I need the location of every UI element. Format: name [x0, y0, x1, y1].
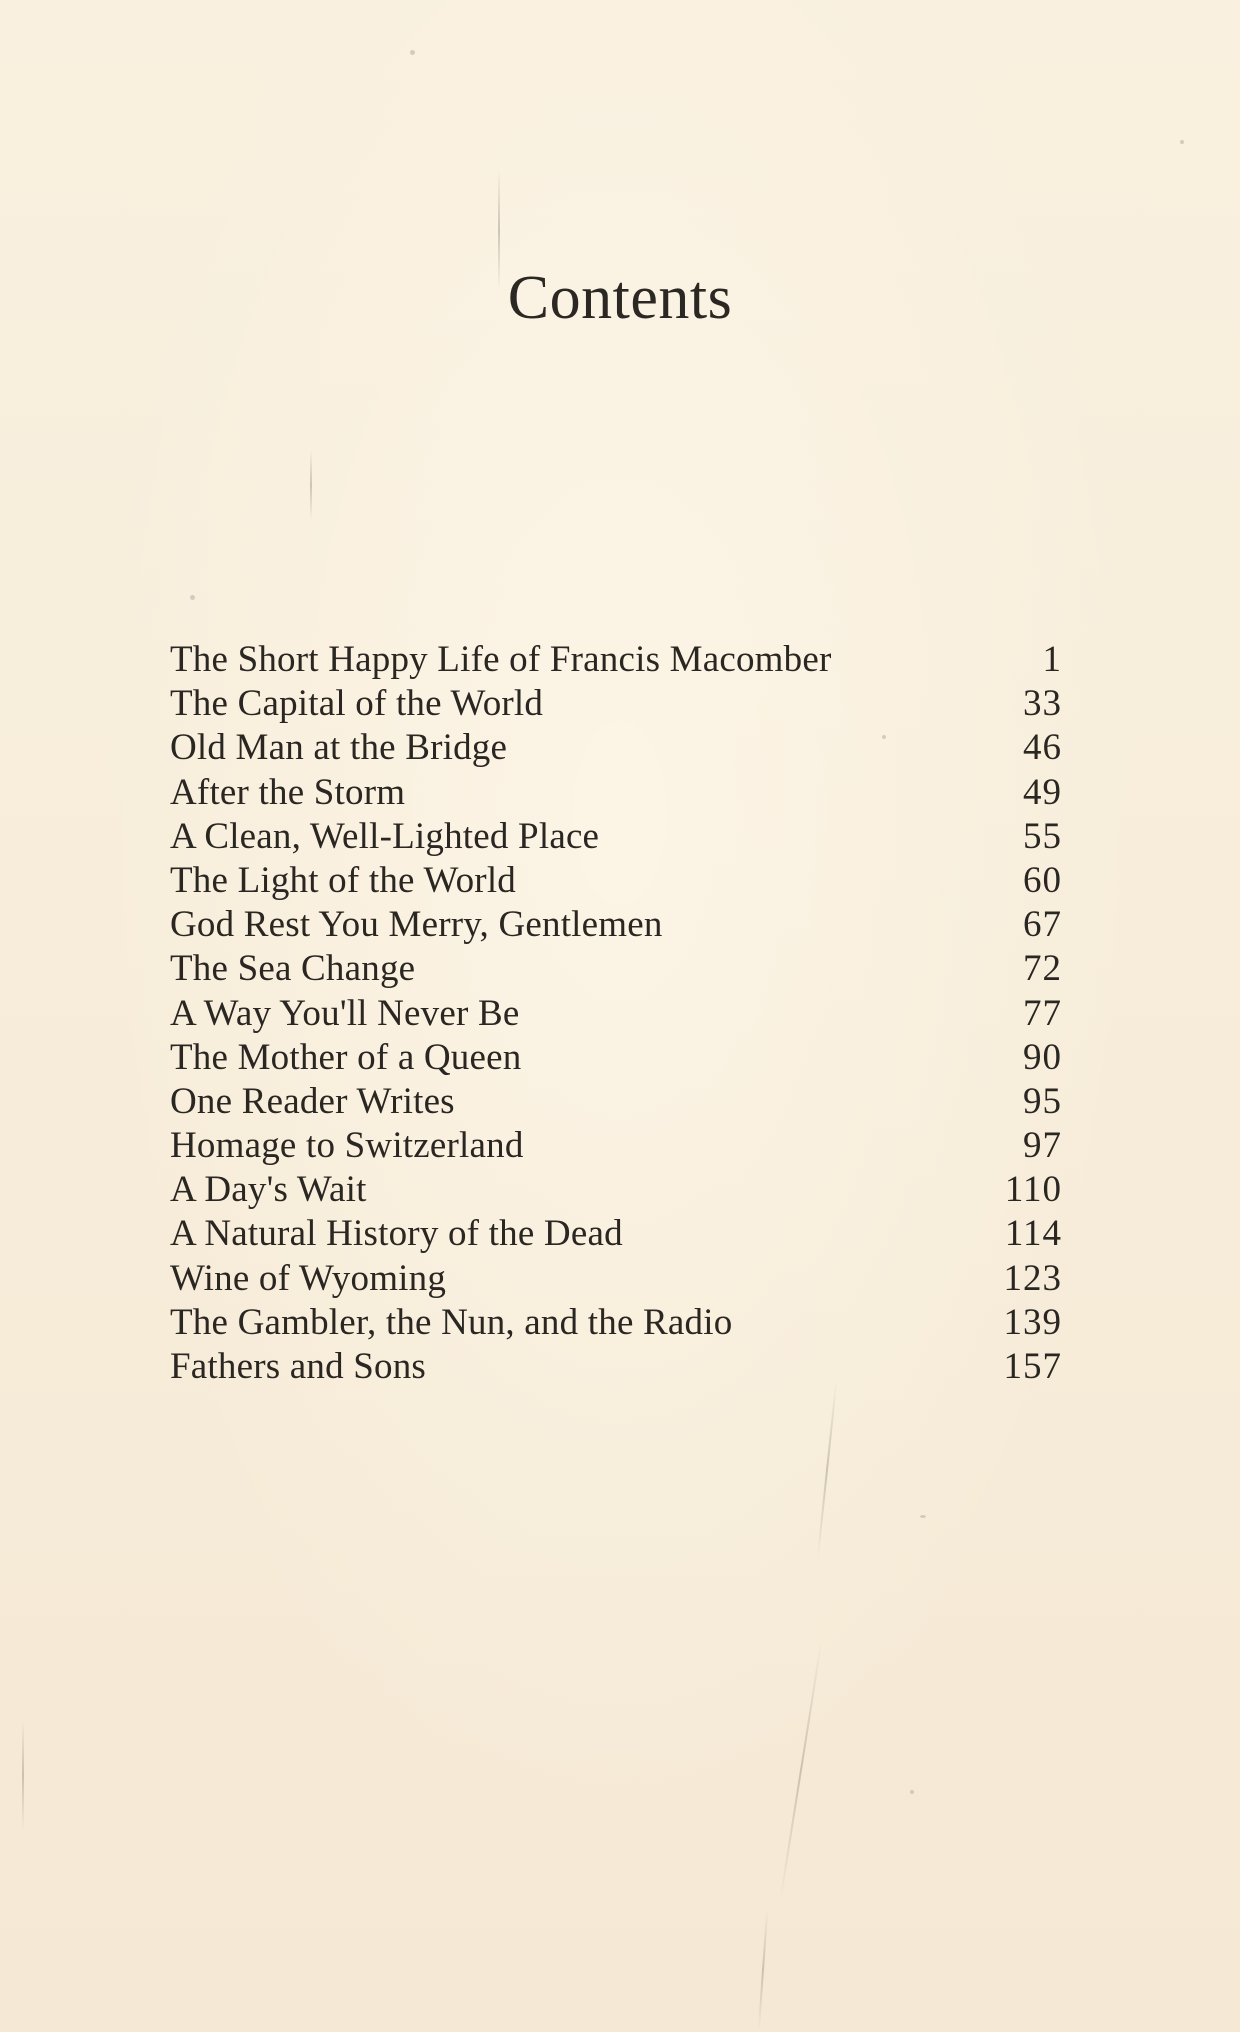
toc-entry-page-number: 157: [1003, 1346, 1062, 1387]
paper-speck: [910, 1790, 914, 1794]
toc-entry-page-number: 72: [1023, 948, 1062, 990]
toc-entry-page-number: 97: [1023, 1125, 1062, 1167]
toc-entry-title: A Natural History of the Dead: [170, 1213, 623, 1255]
toc-entry: [170, 726, 1062, 770]
toc-entry-page-number: 67: [1023, 904, 1062, 946]
toc-entry: [170, 992, 1062, 1036]
toc-entry-page-number: 60: [1023, 859, 1062, 901]
toc-entry-page-number: 139: [1003, 1301, 1062, 1343]
paper-speck: [920, 1515, 926, 1518]
toc-entry-page-number: 95: [1023, 1080, 1062, 1122]
paper-crease-mark: [817, 1380, 838, 1559]
toc-entry-title: The Mother of a Queen: [170, 1036, 522, 1078]
toc-entry-title: The Gambler, the Nun, and the Radio: [170, 1301, 733, 1343]
toc-entry: [170, 1080, 1062, 1124]
table-of-contents: [170, 638, 1062, 1389]
paper-crease-mark: [758, 1910, 768, 2030]
paper-speck: [410, 50, 415, 55]
toc-entry-title: One Reader Writes: [170, 1080, 455, 1122]
toc-entry: [170, 859, 1062, 903]
toc-entry: [170, 1168, 1062, 1212]
toc-entry-title: The Sea Change: [170, 948, 416, 990]
toc-entry-title: The Capital of the World: [170, 683, 544, 725]
toc-entry-page-number: 33: [1023, 683, 1062, 725]
page-title: Contents: [507, 264, 733, 332]
toc-entry: [170, 1212, 1062, 1256]
toc-entry-title: Fathers and Sons: [170, 1346, 427, 1387]
toc-entry: [170, 682, 1062, 726]
toc-entry: [170, 1257, 1062, 1301]
toc-entry-page-number: 110: [1004, 1169, 1062, 1211]
toc-entry-title: God Rest You Merry, Gentlemen: [170, 904, 663, 946]
toc-entry: [170, 1345, 1062, 1389]
toc-entry-title: Homage to Switzerland: [170, 1125, 524, 1167]
toc-entry: [170, 947, 1062, 991]
toc-entry: [170, 771, 1062, 815]
toc-entry: [170, 1124, 1062, 1168]
paper-speck: [1180, 140, 1184, 144]
toc-entry-title: The Light of the World: [170, 859, 516, 901]
toc-entry-title: Wine of Wyoming: [170, 1257, 447, 1299]
paper-crease-mark: [780, 1641, 823, 1898]
toc-entry-title: After the Storm: [170, 771, 406, 813]
paper-speck: [190, 595, 195, 600]
toc-entry-page-number: 49: [1023, 771, 1062, 813]
toc-entry: [170, 903, 1062, 947]
toc-entry: [170, 815, 1062, 859]
toc-entry-page-number: 114: [1004, 1213, 1062, 1255]
toc-entry-page-number: 90: [1023, 1036, 1062, 1078]
toc-entry-page-number: 77: [1023, 992, 1062, 1034]
toc-entry-page-number: 123: [1003, 1257, 1062, 1299]
toc-entry-title: A Day's Wait: [170, 1169, 367, 1211]
toc-entry-title: A Clean, Well-Lighted Place: [170, 815, 600, 857]
toc-entry-page-number: 55: [1023, 815, 1062, 857]
toc-entry: [170, 1301, 1062, 1345]
paper-crease-mark: [310, 450, 312, 520]
toc-entry-title: A Way You'll Never Be: [170, 992, 520, 1034]
toc-entry: [170, 1036, 1062, 1080]
paper-crease-mark: [22, 1720, 24, 1830]
toc-entry: [170, 638, 1062, 682]
toc-entry-title: The Short Happy Life of Francis Macomber: [170, 639, 832, 680]
toc-entry-page-number: 1: [1042, 639, 1062, 680]
toc-entry-title: Old Man at the Bridge: [170, 727, 508, 769]
toc-entry-page-number: 46: [1023, 727, 1062, 769]
